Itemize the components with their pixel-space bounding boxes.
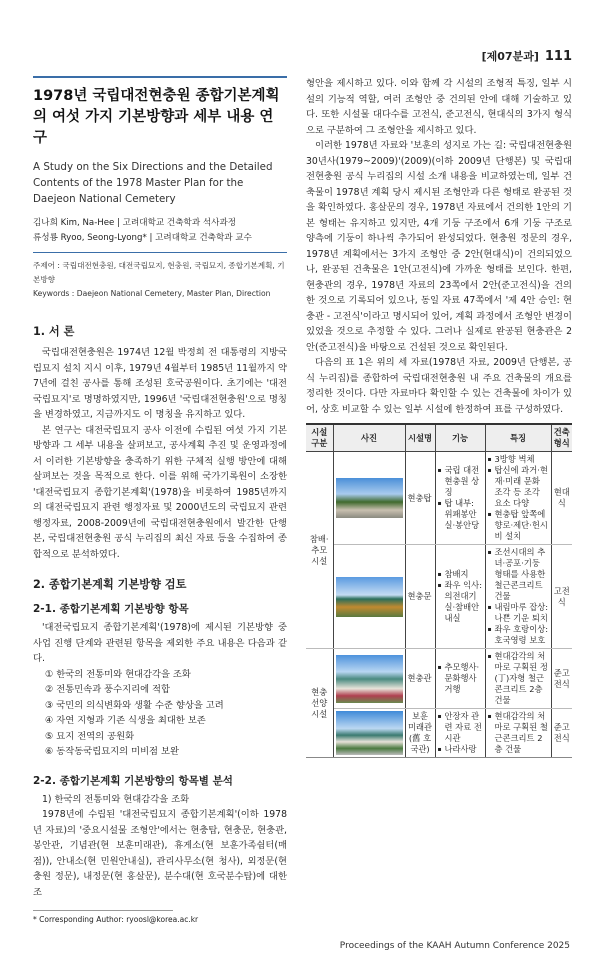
paragraph: 이러한 1978년 자료와 '보훈의 성지로 가는 길: 국립대전현충원 30년사(1979~2009)'(2009)(이하 2009년 단행본) 및 국립대전현충원 공식 누리집의 시설 소개 내용을 비교하였는데, 일부 건축물이 1978년 계획 당시 제시된 조형안과 다른 형태로 완공된 것을 확인하였다. 홍살문의 경우, 1978년 자료에서 건의한 1안의 기본 형태는 유지하고 있지만, 4개 기둥 구조에서 6개 기둥 구조로 양측에 기둥이 하나씩 추가되어 완성되었다. 현충원 정문의 경우, 1978년 계획에서는 3가지 조형안 중 2안(현대식)이 건의되었으나, 완공된 건축물은 1안(고전식)에 가까운 형태를 보인다. 한편, 현충관의 경우, 1978년 자료의 23쪽에서 2안(준고전식)을 건의한 것으로 기록되어 있으나, 동일 자료 47쪽에서 '제 4안 승인: 현충관 - 고전식'이라고 명시되어 있어, 계획 과정에서 조형안 변경이 있었을 것으로 추정할 수 있다. 그러나 실제로 완공된 현충관은 2안(준고전식)을 바탕으로 건설된 것으로 확인된다. — [306, 140, 573, 353]
footnote-rule — [33, 910, 173, 911]
style-cell: 고전식 — [551, 545, 572, 649]
photo-cell — [333, 709, 405, 758]
paper-title: 1978년 국립대전현충원 종합기본계획의 여섯 가지 기본방향과 세부 내용 연구 — [33, 88, 280, 146]
function-item: ▪ 참배지 — [438, 569, 483, 580]
photo-memorial-tower — [336, 478, 403, 518]
photo-patriots-future-hall — [336, 711, 403, 755]
feature-item: ▪ 내림마루 잡상: 나쁜 기운 퇴치 — [488, 602, 549, 624]
photo-memorial-gate — [336, 577, 403, 617]
feature-item: ▪ 3방향 벽체 — [488, 454, 549, 465]
group-label: 현충 선양 시설 — [306, 649, 333, 758]
table-header — [306, 424, 572, 452]
paragraph: 형안을 제시하고 있다. 이와 함께 각 시설의 조형적 특징, 일부 시설의 기능적 역할, 여러 조형안 중 건의된 안에 대해 기술하고 있다. 또한 시설물 대다수를 고전식, 준고전식, 현대식의 3가지 형식으로 구분하여 그 조형안을 제시하고 있다. — [306, 78, 572, 136]
function-item: ▪ 좌우 익사: 의전대기실·참배안내실 — [438, 580, 483, 624]
col-header: 기능 — [435, 424, 485, 452]
keywords-ko: 주제어 : 국립대전현충원, 대전국립묘지, 현충원, 국립묘지, 종합기본계획, 기본방향 — [33, 261, 285, 284]
col-header: 사진 — [333, 424, 405, 452]
function-item: ▪ 나라사랑 — [438, 744, 483, 755]
list-item: ⑤ 묘지 전역의 공원화 — [45, 730, 135, 742]
footnote: * Corresponding Author: ryoosl@korea.ac.kr — [33, 915, 199, 924]
columns — [33, 76, 572, 925]
section-label: [제07분과] — [481, 50, 539, 63]
col-header: 시설 구분 — [306, 424, 333, 452]
list-item: 1) 한국의 전통미와 현대감각을 조화 — [42, 793, 190, 805]
style-cell: 준고전식 — [551, 649, 572, 709]
photo-memorial-hall — [336, 655, 403, 703]
keyword-rule — [33, 252, 287, 253]
feature-item: ▪ 현충탑 앞쪽에 향로·제단·헌시비 설치 — [488, 509, 549, 542]
list-item: ② 전통민속과 풍수지리에 적합 — [45, 684, 170, 695]
col-header: 시설명 — [405, 424, 435, 452]
style-cell: 준고전식 — [551, 709, 572, 758]
page-footer: Proceedings of the KAAH Autumn Conference 2025 — [339, 941, 570, 951]
subsection-heading: 2-1. 종합기본계획 기본방향 항목 — [33, 603, 189, 615]
list-item: ① 한국의 전통미와 현대감각을 조화 — [45, 668, 191, 680]
english-title: A Study on the Six Directions and the Detailed Contents of the 1978 Master Plan for the Daejeon National Cemetery — [33, 161, 273, 205]
paragraph: 1978년에 수립된 '대전국립묘지 종합기본계획'(이하 1978년 자료)의 '중요시설물 조형안'에서는 현충탑, 현충문, 현충관, 봉안관, 기념관(현 보훈미래관), 휴게소(현 보훈가족쉼터(매점)), 안내소(현 민원안내실), 관리사무소(현 청사), 외정문(현충원 정문), 내정문(현 홍살문), 분수대(현 호국분수탑)에 대한 조 — [33, 809, 287, 898]
table-row — [306, 452, 572, 545]
right-column — [306, 76, 572, 925]
group-label: 참배·추모 시설 — [306, 452, 333, 649]
feature-item: ▪ 좌우 호랑이상: 호국영령 보호 — [488, 624, 549, 646]
footnote-area — [33, 900, 287, 925]
function-item: ▪ 추모행사·문화행사 거행 — [438, 662, 483, 695]
left-column — [33, 76, 287, 925]
table-row — [306, 649, 572, 709]
photo-cell — [333, 452, 405, 545]
facility-name: 보훈 미래관 (舊 호국관) — [405, 709, 435, 758]
author: 류성룡 Ryoo, Seong-Lyong* | 고려대학교 건축학과 교수 — [33, 233, 252, 243]
function-item: ▪ 안장자 관련 자료 전시관 — [438, 711, 483, 744]
paragraph: 본 연구는 대전국립묘지 공사 이전에 수립된 여섯 가지 기본방향과 그 세부 내용을 살펴보고, 공사계획 추진 및 운영과정에서 이러한 기본방향을 충족하기 위한 구체적 실행 방안에 대해 살펴보는 것을 목적으로 한다. 이를 위해 국가기록원이 소장한 '대전국립묘지 종합기본계획'(1978)을 비롯하여 1985년까지의 대전국립묘지 관련 행정자료 및 2000년도의 국립묘지 관련 행정자료, 2008-2009년에 국립대전현충원에서 발간한 단행본, 국립대전현충원 공식 누리집의 최신 자료 등을 수집하여 종합적으로 분석하였다. — [33, 424, 287, 560]
feature-item: ▪ 현대감각의 처마로 구획된 철근콘크리트 2층 건물 — [488, 711, 549, 755]
paragraph: 국립대전현충원은 1974년 12월 박정희 전 대통령의 지방국립묘지 설치 지시 이후, 1979년 4월부터 1985년 11월까지 약 7년에 걸친 공사를 통해 조성된 호국공원이다. 초기에는 '대전국립묘지'로 명명하였지만, 1996년 '국립대전현충원'으로 명칭을 변경하였고, 지금까지도 이 명칭을 유지하고 있다. — [33, 347, 287, 420]
page-number: 111 — [544, 49, 572, 64]
facility-table — [306, 423, 572, 758]
facility-name: 현충관 — [405, 649, 435, 709]
section-heading: 2. 종합기본계획 기본방향 검토 — [33, 578, 187, 591]
subsection-heading: 2-2. 종합기본계획 기본방향의 항목별 분석 — [33, 774, 233, 787]
paragraph: 다음의 표 1은 위의 세 자료(1978년 자료, 2009년 단행본, 공식 누리집)를 종합하여 국립대전현충원 내 주요 건축물의 개요를 정리한 것이다. 다만 자료마다 확인할 수 있는 건축물에 차이가 있어, 상호 비교할 수 있는 일부 시설에 한정하여 표를 구성하였다. — [306, 357, 572, 415]
author: 김나희 Kim, Na-Hee | 고려대학교 건축학과 석사과정 — [33, 218, 237, 228]
list-item: ③ 국민의 의식변화와 생활 수준 향상을 고려 — [45, 699, 224, 711]
photo-cell — [333, 649, 405, 709]
table-row — [306, 545, 572, 649]
list-item: ④ 자연 지형과 기존 식생을 최대한 보존 — [45, 715, 206, 726]
feature-item: ▪ 탑신에 과거·현재·미래 문화 조각 등 조각 요소 다양 — [488, 465, 549, 509]
section-heading: 1. 서 론 — [33, 325, 75, 338]
photo-cell — [333, 545, 405, 649]
facility-name: 현충문 — [405, 545, 435, 649]
table-row — [306, 709, 572, 758]
page-header — [33, 48, 572, 76]
feature-item: ▪ 현대감각의 처마로 구획된 정(丁)자형 철근콘크리트 2층 건물 — [488, 651, 549, 706]
col-header: 특징 — [485, 424, 551, 452]
list-item: ⑥ 동작동국립묘지의 미비점 보완 — [45, 746, 179, 757]
facility-name: 현충탑 — [405, 452, 435, 545]
col-header: 건축 형식 — [551, 424, 572, 452]
style-cell: 현대식 — [551, 452, 572, 545]
authors — [33, 216, 287, 246]
paragraph: '대전국립묘지 종합기본계획'(1978)에 제시된 기본방향 중 사업 진행 단계와 관련된 항목을 제외한 주요 내용은 다음과 같다. — [33, 622, 287, 664]
function-item: ▪ 탑 내부: 위패봉안실·봉안당 — [438, 498, 483, 531]
feature-item: ▪ 조선시대의 추녀·공포·기둥 형태를 사용한 철근콘크리트 건물 — [488, 547, 549, 602]
keywords-en: Keywords : Daejeon National Cemetery, Master Plan, Direction — [33, 289, 271, 298]
function-item: ▪ 국립 대전현충원 상징 — [438, 465, 483, 498]
title-rule — [33, 76, 287, 78]
